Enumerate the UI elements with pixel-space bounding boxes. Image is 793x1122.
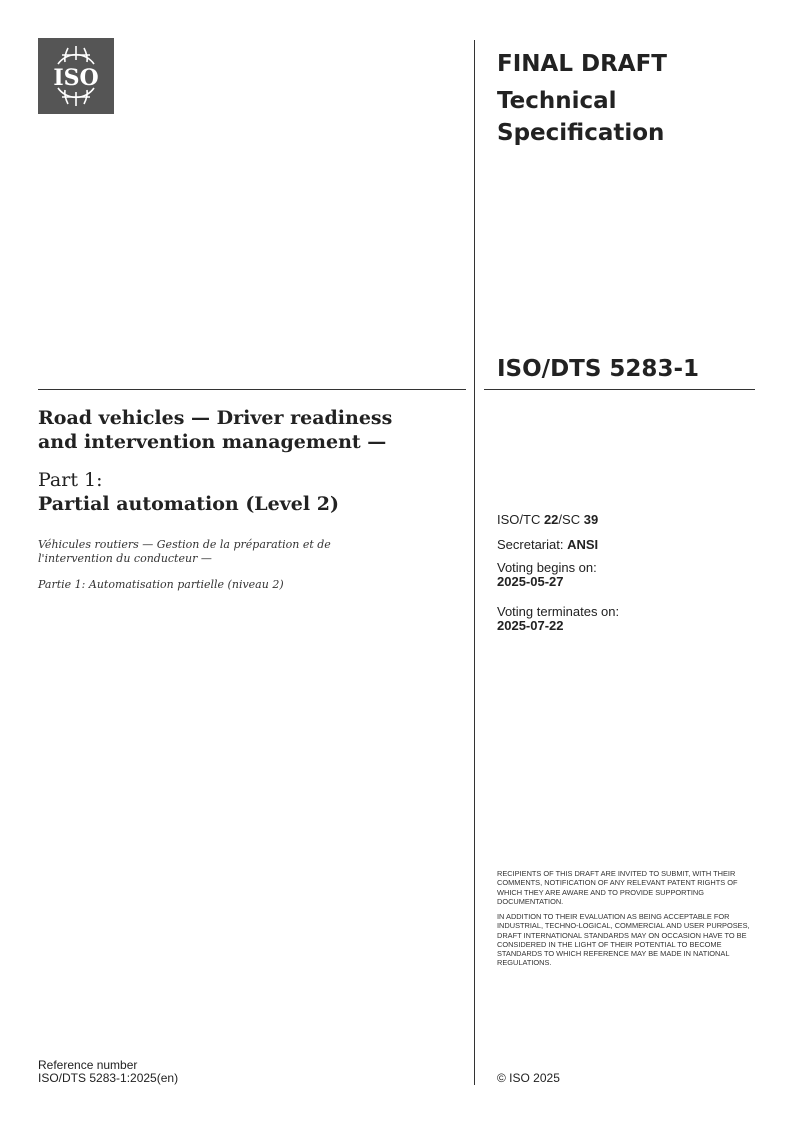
copyright: © ISO 2025 bbox=[497, 1071, 560, 1085]
title-line1: Road vehicles — Driver readiness bbox=[38, 407, 393, 429]
reference-number: ISO/DTS 5283-1:2025(en) bbox=[38, 1071, 179, 1085]
svg-text:ISO: ISO bbox=[53, 65, 99, 91]
left-rule bbox=[38, 389, 466, 390]
doc-type-line1: Technical bbox=[497, 88, 617, 114]
right-rule bbox=[484, 389, 755, 390]
french-part-title: Partie 1: Automatisation partielle (niveau 2) bbox=[38, 578, 284, 591]
voting-terminates-date: 2025-07-22 bbox=[497, 618, 564, 633]
title-line2: and intervention management — bbox=[38, 431, 387, 453]
evaluation-notice: IN ADDITION TO THEIR EVALUATION AS BEING ACCEPTABLE FOR INDUSTRIAL, TECHNO-LOGICAL, COMMERCIAL AND USER PURPOSES, DRAFT INTERNATIONAL STANDARDS MAY ON OCCASION HAVE TO BE CONSIDERED IN THE LIGHT OF THEIR POTENTIAL TO BECOME STANDARDS TO WHICH REFERENCE MAY BE MADE IN NATIONAL REGULATIONS. bbox=[497, 912, 750, 968]
committee-prefix: ISO/TC bbox=[497, 512, 544, 527]
tc-number: 22 bbox=[543, 512, 559, 527]
voting-terminates-label: Voting terminates on: bbox=[497, 604, 620, 619]
globe-icon bbox=[38, 38, 114, 114]
iso-logo bbox=[38, 38, 114, 114]
column-divider bbox=[474, 40, 475, 1085]
secretariat-value: ANSI bbox=[567, 537, 599, 552]
part-label: Part 1: bbox=[38, 469, 103, 491]
voting-begins-label: Voting begins on: bbox=[497, 560, 597, 575]
secretariat bbox=[497, 538, 598, 552]
french-title-line2: l'intervention du conducteur — bbox=[38, 552, 212, 565]
voting-begins-date: 2025-05-27 bbox=[497, 574, 564, 589]
sc-prefix: /SC bbox=[558, 512, 584, 527]
part-title: Partial automation (Level 2) bbox=[38, 493, 339, 515]
draft-status: FINAL DRAFT bbox=[497, 51, 667, 77]
french-title-line1: Véhicules routiers — Gestion de la préparation et de bbox=[38, 538, 331, 551]
patent-notice: RECIPIENTS OF THIS DRAFT ARE INVITED TO SUBMIT, WITH THEIR COMMENTS, NOTIFICATION OF ANY RELEVANT PATENT RIGHTS OF WHICH THEY ARE AWARE AND TO PROVIDE SUPPORTING DOCUMENTATION. bbox=[497, 869, 738, 906]
reference-label: Reference number bbox=[38, 1058, 138, 1072]
doc-type-line2: Specification bbox=[497, 120, 665, 146]
doc-number: ISO/DTS 5283-1 bbox=[497, 356, 699, 382]
secretariat-label: Secretariat: bbox=[497, 537, 568, 552]
committee bbox=[497, 513, 598, 527]
sc-number: 39 bbox=[583, 512, 599, 527]
